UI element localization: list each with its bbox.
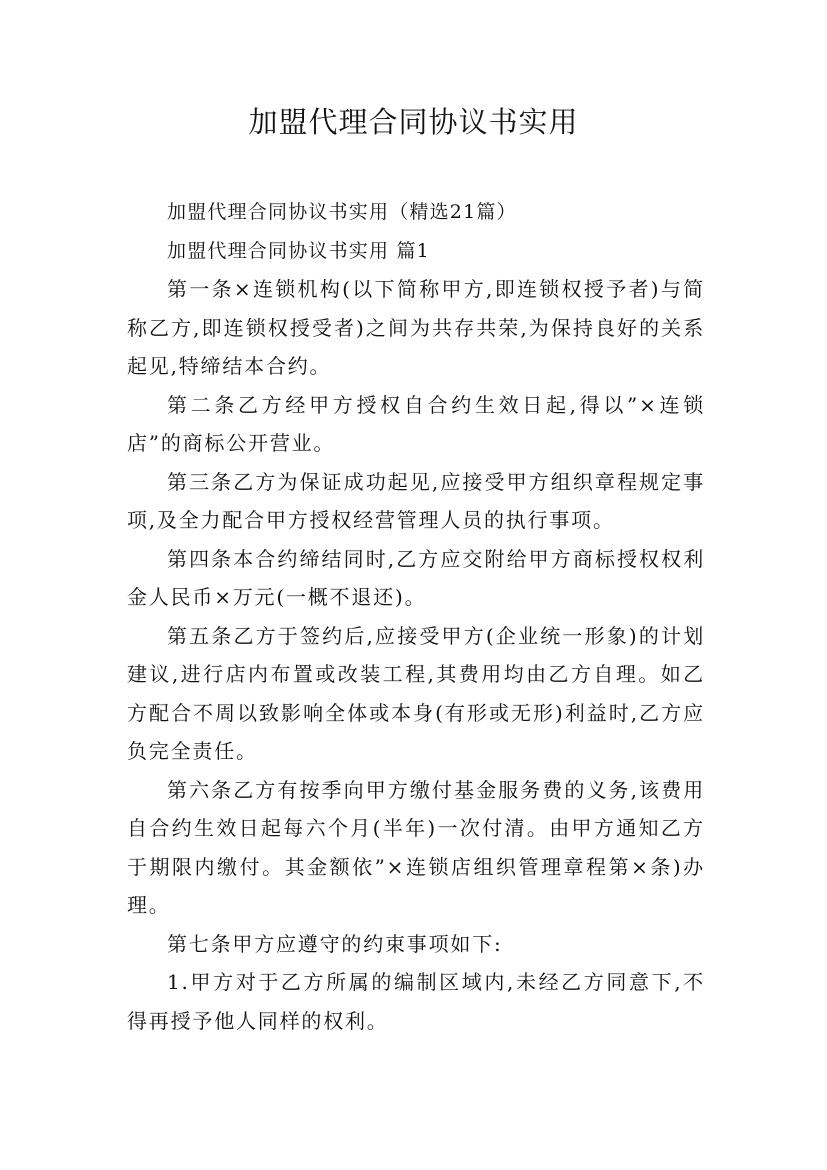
article-2-paragraph: 第二条乙方经甲方授权自合约生效日起,得以”×连锁店”的商标公开营业。 [127, 392, 705, 455]
article-5-paragraph: 第五条乙方于签约后,应接受甲方(企业统一形象)的计划建议,进行店内布置或改装工程,其费用均由乙方自理。如乙方配合不周以致影响全体或本身(有形或无形)利益时,乙方应负完全责任。 [127, 623, 705, 763]
article-6-paragraph: 第六条乙方有按季向甲方缴付基金服务费的义务,该费用自合约生效日起每六个月(半年)一次付清。由甲方通知乙方于期限内缴付。其金额依”×连锁店组织管理章程第×条)办理。 [127, 777, 705, 917]
article-7-item-1: 1.甲方对于乙方所属的编制区域内,未经乙方同意下,不得再授予他人同样的权利。 [127, 970, 705, 1033]
subtitle-line: 加盟代理合同协议书实用（精选21篇） [167, 201, 517, 223]
document-body [127, 193, 705, 1040]
section-heading: 加盟代理合同协议书实用 篇1 [167, 239, 430, 262]
article-4-paragraph: 第四条本合约缔结同时,乙方应交附给甲方商标授权权利金人民币×万元(一概不退还)。 [127, 546, 705, 609]
document-title: 加盟代理合同协议书实用 [248, 105, 579, 139]
article-3-paragraph: 第三条乙方为保证成功起见,应接受甲方组织章程规定事项,及全力配合甲方授权经营管理人员的执行事项。 [127, 469, 705, 532]
article-7-paragraph: 第七条甲方应遵守的约束事项如下: [167, 931, 503, 956]
article-1-paragraph: 第一条×连锁机构(以下简称甲方,即连锁权授予者)与简称乙方,即连锁权授受者)之间为共存共荣,为保持良好的关系起见,特缔结本合约。 [127, 277, 705, 378]
